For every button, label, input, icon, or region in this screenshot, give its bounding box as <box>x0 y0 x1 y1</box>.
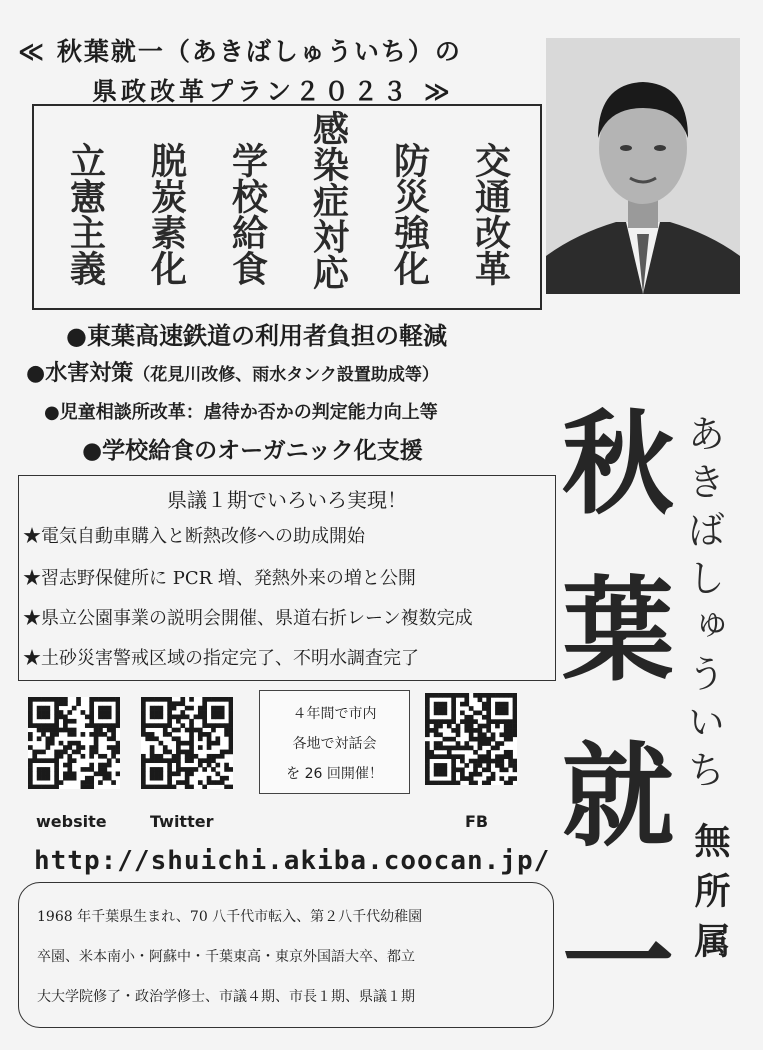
dialog-note-line: ４年間で市内 <box>292 706 377 722</box>
candidate-photo <box>546 38 740 294</box>
name-char: 秋 <box>562 399 674 530</box>
candidate-name-kana: あきばしゅういち <box>681 414 725 798</box>
policy-keyword: 交通改革 <box>469 142 511 286</box>
facebook-qr-code-icon[interactable] <box>425 693 517 785</box>
website-qr-code-icon[interactable] <box>28 697 120 789</box>
profile-box <box>18 882 554 1028</box>
candidate-name-large <box>558 382 678 1046</box>
policy-bullet-flood-detail: （花見川改修、雨水タンク設置助成等） <box>133 365 439 385</box>
party-affiliation: 無所属 <box>689 822 730 972</box>
policy-keywords-box <box>32 104 542 310</box>
dialog-note-line: を 26 回開催！ <box>286 766 383 782</box>
achievements-box <box>18 475 556 681</box>
website-url-link[interactable]: http://shuichi.akiba.coocan.jp/ <box>34 846 551 876</box>
policy-bullet-railway: ●東葉高速鉄道の利用者負担の軽減 <box>66 322 447 350</box>
name-char: 一 <box>562 897 674 1028</box>
policy-bullet-flood-main: ●水害対策 <box>26 361 134 386</box>
flyer-title-line1: ≪ 秋葉就一（あきばしゅういち）の <box>18 37 462 66</box>
achievement-item: ★習志野保健所に PCR 増、発熱外来の増と公開 <box>23 568 416 589</box>
name-char: 葉 <box>562 565 674 696</box>
policy-keyword: 立憲主義 <box>64 142 106 286</box>
twitter-qr-code-icon[interactable] <box>141 697 233 789</box>
policy-keyword: 脱炭素化 <box>145 142 187 286</box>
name-char: 就 <box>562 731 674 862</box>
profile-line: 卒園、米本南小・阿蘇中・千葉東高・東京外国語大卒、都立 <box>37 949 415 965</box>
achievement-item: ★電気自動車購入と断熱改修への助成開始 <box>23 526 365 547</box>
policy-keyword: 感染症対応 <box>307 110 349 290</box>
profile-line: 大大学院修了・政治学修士、市議４期、市長１期、県議１期 <box>37 989 415 1005</box>
policy-bullet-flood <box>26 356 439 387</box>
achievements-heading: 県議１期でいろいろ実現！ <box>167 488 407 512</box>
dialog-note-line: 各地で対話会 <box>292 736 377 752</box>
twitter-label: Twitter <box>150 812 214 831</box>
policy-bullet-school-lunch: ●学校給食のオーガニック化支援 <box>82 438 423 464</box>
facebook-label: FB <box>465 812 489 831</box>
flyer-title-line2: 県政改革プラン２０２３ ≫ <box>92 77 454 106</box>
policy-keyword: 学校給食 <box>226 142 268 286</box>
profile-line: 1968 年千葉県生まれ、70 八千代市転入、第２八千代幼稚園 <box>37 909 423 925</box>
policy-bullet-child-consultation: ●児童相談所改革：虐待か否かの判定能力向上等 <box>44 402 438 423</box>
website-label: website <box>36 812 107 831</box>
achievement-item: ★県立公園事業の説明会開催、県道右折レーン複数完成 <box>23 608 473 629</box>
achievement-item: ★土砂災害警戒区域の指定完了、不明水調査完了 <box>23 648 419 669</box>
dialog-meetings-note <box>259 690 410 794</box>
policy-keyword: 防災強化 <box>388 142 430 286</box>
